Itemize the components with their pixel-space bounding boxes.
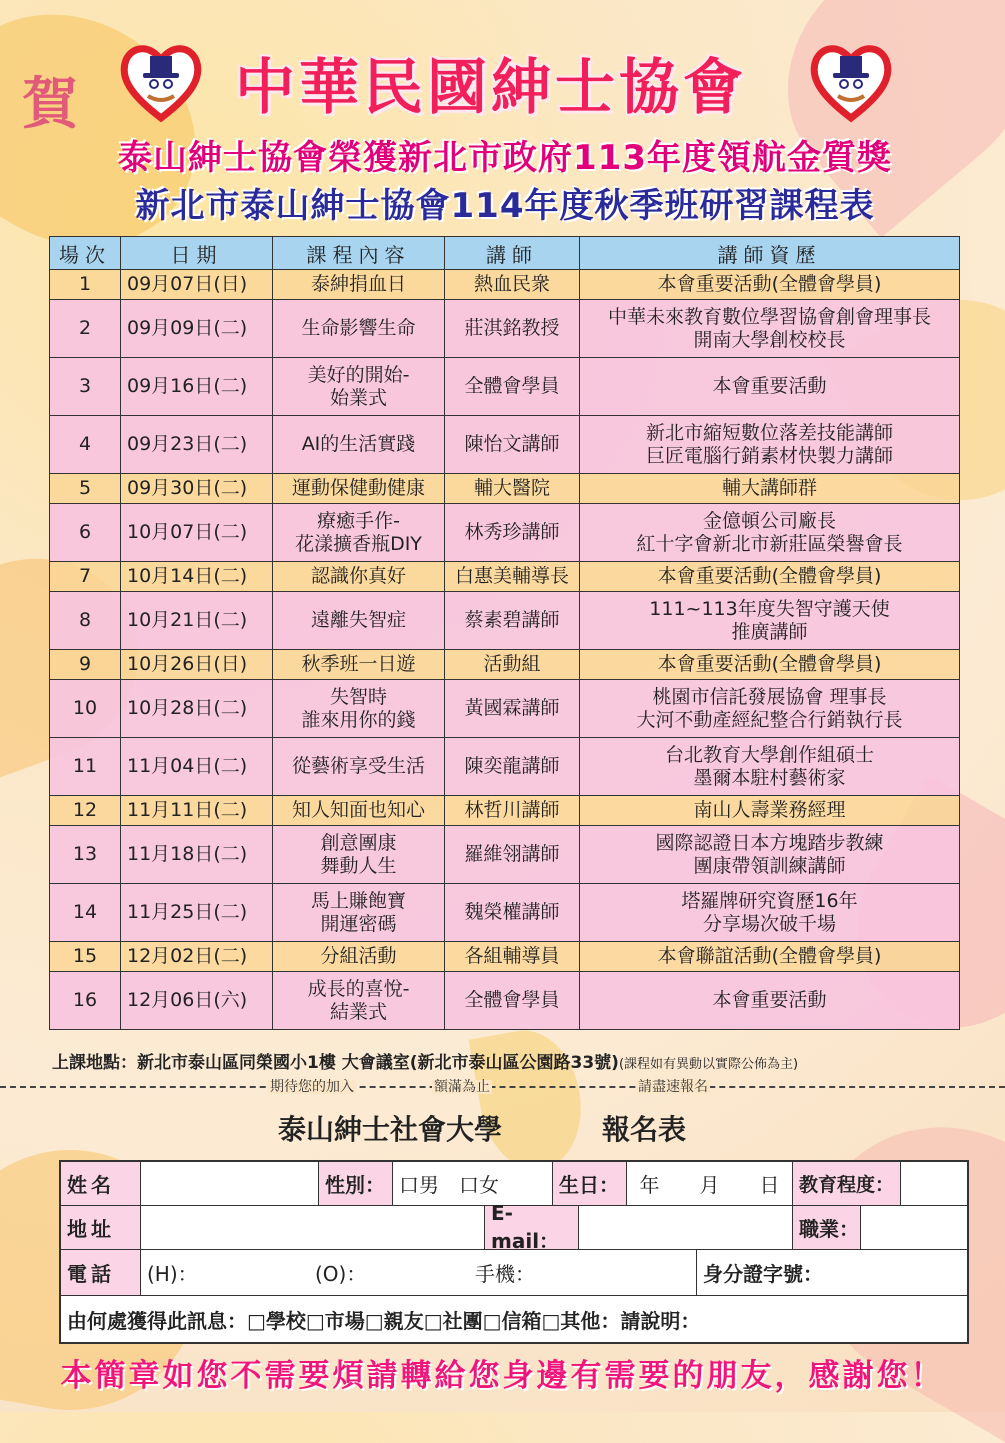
teacher-bio: 本會重要活動 <box>580 972 960 1030</box>
phone-office-label: (O)： <box>315 1262 367 1286</box>
teacher-bio: 台北教育大學創作組碩士 墨爾本駐村藝術家 <box>580 738 960 796</box>
venue-note: (課程如有異動以實際公佈為主) <box>618 1057 799 1072</box>
table-row <box>50 680 960 738</box>
id-number-field[interactable] <box>697 1250 967 1296</box>
teacher-name: 熱血民衆 <box>445 270 580 300</box>
teacher-name: 活動組 <box>445 650 580 680</box>
table-row <box>50 504 960 562</box>
session-date: 10月21日(二) <box>121 592 273 650</box>
heart-hat-logo-icon <box>808 38 894 124</box>
course-title: 美好的開始- 始業式 <box>273 358 445 416</box>
course-title: 泰紳捐血日 <box>273 270 445 300</box>
phone-label: 電話 <box>61 1250 141 1296</box>
teacher-bio: 本會重要活動 <box>580 358 960 416</box>
teacher-bio: 本會重要活動(全體會學員) <box>580 562 960 592</box>
table-row <box>50 562 960 592</box>
job-field[interactable] <box>861 1206 967 1250</box>
address-label: 地址 <box>61 1206 141 1250</box>
id-number-label: 身分證字號： <box>703 1262 823 1286</box>
table-row <box>50 650 960 680</box>
education-label: 教育程度： <box>793 1162 901 1206</box>
column-header: 日期 <box>121 237 273 270</box>
teacher-bio: 桃園市信託發展協會 理事長 大河不動產經紀整合行銷執行長 <box>580 680 960 738</box>
session-date: 09月16日(二) <box>121 358 273 416</box>
birthday-field[interactable]: 年 月 日 <box>627 1162 793 1206</box>
session-date: 10月28日(二) <box>121 680 273 738</box>
course-title: 秋季班一日遊 <box>273 650 445 680</box>
divider-text: 期待您的加入 <box>270 1079 354 1095</box>
gender-label: 性別： <box>319 1162 393 1206</box>
session-date: 09月30日(二) <box>121 474 273 504</box>
session-number: 1 <box>50 270 121 300</box>
session-number: 5 <box>50 474 121 504</box>
session-number: 12 <box>50 796 121 826</box>
teacher-name: 林秀珍講師 <box>445 504 580 562</box>
divider-text: 額滿為止 <box>434 1079 490 1095</box>
teacher-bio: 塔羅牌研究資歷16年 分享場次破千場 <box>580 884 960 942</box>
teacher-bio: 111~113年度失智守護天使 推廣講師 <box>580 592 960 650</box>
session-date: 11月25日(二) <box>121 884 273 942</box>
course-title: 分組活動 <box>273 942 445 972</box>
phone-home-label: (H)： <box>147 1262 198 1286</box>
session-date: 12月02日(二) <box>121 942 273 972</box>
session-number: 15 <box>50 942 121 972</box>
course-title: 生命影響生命 <box>273 300 445 358</box>
teacher-bio: 中華未來教育數位學習協會創會理事長 開南大學創校校長 <box>580 300 960 358</box>
session-number: 7 <box>50 562 121 592</box>
signup-divider <box>0 1080 1005 1094</box>
table-row <box>50 270 960 300</box>
course-title: 運動保健動健康 <box>273 474 445 504</box>
session-date: 09月09日(二) <box>121 300 273 358</box>
table-row <box>50 358 960 416</box>
session-date: 11月04日(二) <box>121 738 273 796</box>
session-number: 10 <box>50 680 121 738</box>
teacher-name: 陳奕龍講師 <box>445 738 580 796</box>
form-title: 泰山紳士社會大學 <box>278 1113 503 1146</box>
teacher-bio: 本會聯誼活動(全體會學員) <box>580 942 960 972</box>
org-logo-left <box>118 38 204 124</box>
header <box>0 0 1005 236</box>
teacher-bio: 金億頓公司廠長 紅十字會新北市新莊區榮譽會長 <box>580 504 960 562</box>
gender-options[interactable]: 口男 口女 <box>393 1162 553 1206</box>
teacher-name: 蔡素碧講師 <box>445 592 580 650</box>
course-title: 認識你真好 <box>273 562 445 592</box>
teacher-bio: 本會重要活動(全體會學員) <box>580 270 960 300</box>
course-schedule-table <box>49 236 960 1030</box>
session-number: 3 <box>50 358 121 416</box>
session-date: 12月06日(六) <box>121 972 273 1030</box>
address-field[interactable] <box>141 1206 485 1250</box>
column-header: 講師資歷 <box>580 237 960 270</box>
table-row <box>50 942 960 972</box>
session-date: 09月07日(日) <box>121 270 273 300</box>
course-title: 從藝術享受生活 <box>273 738 445 796</box>
table-header-row <box>50 237 960 270</box>
table-row <box>50 826 960 884</box>
session-number: 6 <box>50 504 121 562</box>
session-number: 14 <box>50 884 121 942</box>
table-row <box>50 416 960 474</box>
teacher-name: 白惠美輔導長 <box>445 562 580 592</box>
teacher-name: 莊淇銘教授 <box>445 300 580 358</box>
teacher-bio: 輔大講師群 <box>580 474 960 504</box>
course-title: AI的生活實踐 <box>273 416 445 474</box>
venue-info <box>52 1048 798 1073</box>
birthday-label: 生日： <box>553 1162 627 1206</box>
table-row <box>50 592 960 650</box>
table-row <box>50 972 960 1030</box>
congrats-char: 賀 <box>22 71 78 137</box>
teacher-bio: 國際認證日本方塊踏步教練 團康帶領訓練講師 <box>580 826 960 884</box>
session-number: 16 <box>50 972 121 1030</box>
mobile-label: 手機： <box>475 1262 535 1286</box>
info-source-field[interactable]: 由何處獲得此訊息：□學校□市場□親友□社團□信箱□其他：請說明： <box>67 1308 701 1333</box>
session-number: 9 <box>50 650 121 680</box>
teacher-bio: 新北市縮短數位落差技能講師 巨匠電腦行銷素材快製力講師 <box>580 416 960 474</box>
course-title: 馬上賺飽寶 開運密碼 <box>273 884 445 942</box>
table-row <box>50 474 960 504</box>
org-name-title: 中華民國紳士協會 <box>235 53 747 123</box>
table-row <box>50 796 960 826</box>
leaf-decoration <box>469 1022 592 1177</box>
course-title: 創意團康 舞動人生 <box>273 826 445 884</box>
teacher-bio: 本會重要活動(全體會學員) <box>580 650 960 680</box>
session-number: 2 <box>50 300 121 358</box>
session-date: 11月11日(二) <box>121 796 273 826</box>
education-field[interactable] <box>901 1162 967 1206</box>
teacher-bio: 南山人壽業務經理 <box>580 796 960 826</box>
venue-text: 上課地點：新北市泰山區同榮國小1樓 大會議室(新北市泰山區公園路33號) <box>52 1053 619 1073</box>
form-subtitle: 報名表 <box>602 1113 687 1146</box>
course-title: 失智時 誰來用你的錢 <box>273 680 445 738</box>
schedule-headline: 新北市泰山紳士協會114年度秋季班研習課程表 <box>135 186 875 226</box>
column-header: 講師 <box>445 237 580 270</box>
session-date: 09月23日(二) <box>121 416 273 474</box>
teacher-name: 林哲川講師 <box>445 796 580 826</box>
teacher-name: 輔大醫院 <box>445 474 580 504</box>
name-field[interactable] <box>141 1162 319 1206</box>
email-label: E-mail： <box>485 1206 579 1250</box>
teacher-name: 陳怡文講師 <box>445 416 580 474</box>
course-title: 療癒手作- 花漾擴香瓶DIY <box>273 504 445 562</box>
session-number: 4 <box>50 416 121 474</box>
org-logo-right <box>808 38 894 124</box>
column-header: 課程內容 <box>273 237 445 270</box>
teacher-name: 各組輔導員 <box>445 942 580 972</box>
table-row <box>50 884 960 942</box>
footer-message: 本簡章如您不需要煩請轉給您身邊有需要的朋友，感謝您！ <box>60 1358 945 1394</box>
registration-form <box>59 1160 969 1344</box>
course-title: 知人知面也知心 <box>273 796 445 826</box>
name-label: 姓名 <box>61 1162 141 1206</box>
job-label: 職業： <box>793 1206 861 1250</box>
teacher-name: 魏榮權講師 <box>445 884 580 942</box>
divider-text: 請盡速報名 <box>638 1079 708 1095</box>
course-title: 遠離失智症 <box>273 592 445 650</box>
table-row <box>50 738 960 796</box>
teacher-name: 全體會學員 <box>445 972 580 1030</box>
session-date: 10月07日(二) <box>121 504 273 562</box>
session-number: 11 <box>50 738 121 796</box>
teacher-name: 羅維翎講師 <box>445 826 580 884</box>
column-header: 場次 <box>50 237 121 270</box>
session-date: 10月26日(日) <box>121 650 273 680</box>
dashed-line <box>0 1086 1005 1088</box>
session-number: 8 <box>50 592 121 650</box>
session-date: 11月18日(二) <box>121 826 273 884</box>
teacher-name: 黃國霖講師 <box>445 680 580 738</box>
heart-hat-logo-icon <box>118 38 204 124</box>
course-title: 成長的喜悅- 結業式 <box>273 972 445 1030</box>
award-headline: 泰山紳士協會榮獲新北市政府113年度領航金質獎 <box>118 138 892 178</box>
teacher-name: 全體會學員 <box>445 358 580 416</box>
session-number: 13 <box>50 826 121 884</box>
session-date: 10月14日(二) <box>121 562 273 592</box>
email-field[interactable] <box>579 1206 793 1250</box>
phone-field[interactable] <box>141 1250 697 1296</box>
table-row <box>50 300 960 358</box>
